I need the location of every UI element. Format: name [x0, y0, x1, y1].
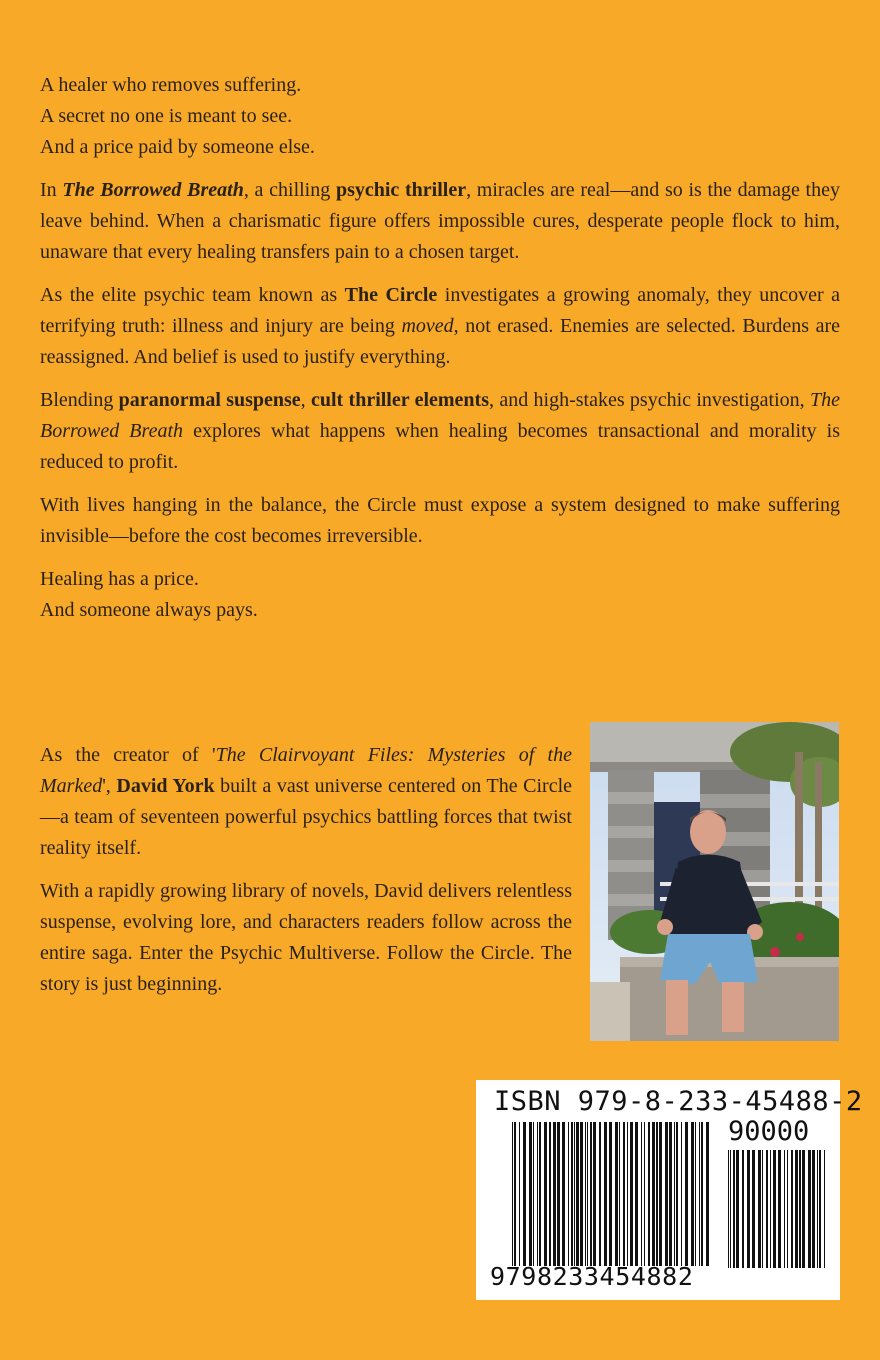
- barcode-bar: [674, 1122, 675, 1266]
- intro-lines: [40, 70, 840, 163]
- ean-digits: 9798233454882: [490, 1262, 694, 1291]
- blurb-paragraph-3: Blending paranormal suspense, cult thriller elements, and high-stakes psychic investigation, The Borrowed Breath explores what happens when healing becomes transactional and morality is reduced to profit.: [40, 389, 841, 473]
- barcode-bar: [733, 1150, 735, 1268]
- barcode-bar: [778, 1150, 781, 1268]
- emphasis: moved: [401, 315, 454, 337]
- barcode-bar: [557, 1122, 560, 1266]
- barcode-bar: [553, 1122, 556, 1266]
- barcode-bar: [656, 1122, 658, 1266]
- author-paragraph-2: With a rapidly growing library of novels, David delivers relentless suspense, evolving lore, and characters readers follow across the entire saga. Enter the Psychic Multiverse. Follow the Circle. The story is just beginning.: [40, 880, 572, 995]
- barcode-bar: [533, 1122, 534, 1266]
- barcode-bar: [736, 1150, 739, 1268]
- barcode-bar: [648, 1122, 650, 1266]
- blurb-paragraph-2: As the elite psychic team known as The Circle investigates a growing anomaly, they uncover a terrifying truth: illness and injury are being moved, not erased. Enemies are selected. Burdens are reassigned. And belief is used to justify everything.: [40, 284, 841, 368]
- genre-highlight: cult thriller elements: [311, 389, 489, 411]
- barcode-bar: [623, 1122, 625, 1266]
- barcode-bar: [652, 1122, 655, 1266]
- isbn-barcode: [476, 1080, 863, 1300]
- barcode-bar: [609, 1122, 612, 1266]
- blurb-paragraph-1: In The Borrowed Breath, a chilling psychic thriller, miracles are real—and so is the damage they leave behind. When a charismatic figure offers impossible cures, desperate people flock to him, unaware that every healing transfers pain to a chosen target.: [40, 179, 840, 263]
- barcode-bar: [519, 1122, 520, 1266]
- author-photo: [590, 722, 839, 1041]
- barcode-bar: [644, 1122, 645, 1266]
- barcode-bar: [537, 1122, 538, 1266]
- barcode-bar: [742, 1150, 744, 1268]
- team-name: The Circle: [344, 284, 438, 306]
- barcode-bar: [766, 1150, 768, 1268]
- barcode-bar: [791, 1150, 793, 1268]
- barcode-bar: [571, 1122, 573, 1266]
- barcode-bar: [562, 1122, 565, 1266]
- book-title: The Borrowed Breath: [40, 389, 840, 442]
- series-title: The Clairvoyant Files: Mysteries of the Marked: [40, 744, 572, 797]
- barcode-bar: [695, 1122, 696, 1266]
- barcode-bar: [615, 1122, 618, 1266]
- barcode-bar: [824, 1150, 825, 1268]
- barcode-bar: [699, 1122, 700, 1266]
- barcode-bar: [659, 1122, 662, 1266]
- barcode-bar: [514, 1122, 516, 1266]
- barcode-bar: [604, 1122, 607, 1266]
- barcode-bar: [773, 1150, 776, 1268]
- author-bio: [40, 740, 572, 1012]
- barcode-bar: [787, 1150, 788, 1268]
- barcode-bar: [539, 1122, 541, 1266]
- barcode-bar: [819, 1150, 821, 1268]
- barcode-bar: [635, 1122, 638, 1266]
- blurb-paragraph-4: With lives hanging in the balance, the Circle must expose a system designed to make suffering invisible—before the cost becomes irreversible.: [40, 494, 840, 547]
- barcode-bar: [669, 1122, 672, 1266]
- barcode-bar: [752, 1150, 755, 1268]
- barcode-bar: [587, 1122, 588, 1266]
- price-code: 90000: [728, 1116, 810, 1147]
- barcode-bar: [808, 1150, 811, 1268]
- barcode-bar: [701, 1122, 703, 1266]
- barcode-bar: [758, 1150, 761, 1268]
- intro-line: A secret no one is meant to see.: [40, 105, 293, 127]
- barcode-bar: [627, 1122, 628, 1266]
- barcode-bar: [630, 1122, 633, 1266]
- barcode-bar: [593, 1122, 596, 1266]
- genre-highlight: psychic thriller: [335, 179, 467, 201]
- barcode-bar: [762, 1150, 763, 1268]
- barcode-bar: [730, 1150, 731, 1268]
- back-cover-blurb: [40, 70, 840, 638]
- barcode-bar: [795, 1150, 798, 1268]
- barcode-bar: [544, 1122, 547, 1266]
- barcode-bar: [681, 1122, 682, 1266]
- barcode-bar: [665, 1122, 668, 1266]
- barcode-bar: [574, 1122, 575, 1266]
- barcode-bar: [590, 1122, 592, 1266]
- isbn-label: ISBN 979-8-233-45488-2: [494, 1086, 863, 1117]
- barcode-bar: [599, 1122, 601, 1266]
- intro-line: And a price paid by someone else.: [40, 136, 315, 158]
- barcode-bar: [580, 1122, 583, 1266]
- closing-line: Healing has a price.: [40, 568, 199, 590]
- author-paragraph-1: As the creator of 'The Clairvoyant Files: Mysteries of the Marked', David York built a vast universe centered on The Circle—a team of seventeen powerful psychics battling forces that twist reality itself.: [40, 744, 573, 859]
- barcode-bar: [728, 1150, 729, 1268]
- barcode-bar: [568, 1122, 569, 1266]
- barcode-bar: [585, 1122, 586, 1266]
- closing-lines: [40, 564, 840, 626]
- book-title: The Borrowed Breath: [62, 179, 244, 201]
- intro-line: A healer who removes suffering.: [40, 74, 302, 96]
- barcode-bar: [685, 1122, 688, 1266]
- author-name: David York: [116, 775, 215, 797]
- barcode-bar: [619, 1122, 620, 1266]
- barcode-bar: [799, 1150, 801, 1268]
- barcode-bar: [784, 1150, 785, 1268]
- barcode-bar: [523, 1122, 526, 1266]
- barcode-bar: [812, 1150, 815, 1268]
- barcode-bar: [641, 1122, 642, 1266]
- barcode-bar: [770, 1150, 771, 1268]
- barcode-bar: [747, 1150, 750, 1268]
- barcode-bar: [576, 1122, 579, 1266]
- barcode-bar: [512, 1122, 513, 1266]
- genre-highlight: paranormal suspense: [118, 389, 301, 411]
- barcode-bar: [529, 1122, 532, 1266]
- barcode-bar: [817, 1150, 818, 1268]
- author-photo-illustration: [590, 722, 839, 1041]
- barcode-bar: [802, 1150, 805, 1268]
- barcode-bar: [676, 1122, 678, 1266]
- barcode-bar: [706, 1122, 709, 1266]
- closing-line: And someone always pays.: [40, 599, 258, 621]
- barcode-bar: [691, 1122, 694, 1266]
- barcode-bar: [549, 1122, 551, 1266]
